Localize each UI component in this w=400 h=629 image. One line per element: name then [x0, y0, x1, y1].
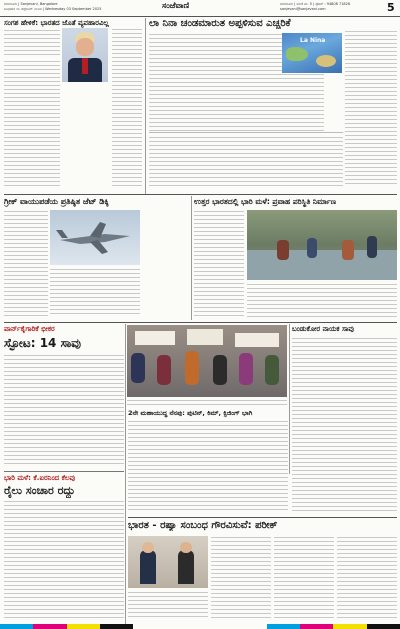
protest-caption [127, 399, 287, 407]
rain-body-col2 [247, 283, 397, 320]
masthead-left-sub: ಬುಧವಾರ ೦೩ ಸೆಪ್ಟೆಂಬರ್ ೨೦೨೫ | Wednesday 03 September 2025 [4, 7, 102, 11]
trump-headline: ಸಂಗಶ ಹೇಳಿಕೆ: ಭಾರತದ ಜೊತೆ ವ್ಯವಹಾರವಿಲ್ಲ [4, 19, 109, 27]
lanina-map-label: La Nina [300, 37, 326, 44]
jet-photo [50, 210, 140, 265]
railway-headline-1: ಭಾರಿ ಮಳೆ: ಕೆ.ಐರನಿಂದ ಕೆಲವು [4, 474, 76, 482]
bandu-body [292, 337, 397, 515]
defence-body-col2 [274, 536, 334, 622]
trump-body-col1 [4, 29, 60, 57]
masthead-left: ಬೆಂಗಳೂರು | Sanjevani, Bangalore [4, 2, 58, 6]
rain-body-col1 [194, 210, 244, 320]
series-headline: 2ನೇ ಮಹಾಯುದ್ಧ ನೆನಪು: ಪುಟಿನ್, ಕಿಮ್, ಕ್ಸಿಜಿಂಗ್ ಭಾಗಿ [128, 409, 253, 417]
defence-photo-caption [128, 591, 208, 622]
masthead-logo: ಸಂಜೆವಾಣಿ [162, 1, 190, 10]
series-body [128, 420, 288, 516]
blast-headline-2: ಸ್ಫೋಟ: 14 ಸಾವು [4, 336, 81, 350]
defence-photo [128, 536, 208, 588]
lanina-body-right [345, 30, 397, 190]
lanina-body-lower [149, 136, 343, 192]
railway-body [4, 500, 124, 622]
masthead [0, 0, 400, 17]
registration-strip [0, 624, 400, 629]
greek-body-col2 [50, 268, 140, 320]
blast-headline-1: ಪಾರ್ನ್‌ಕೈಗಾರಿಕೆ ಭೀಕರ [4, 325, 55, 333]
greek-body-col1 [4, 210, 48, 320]
lanina-headline: ಲಾ ನಿನಾ ಚಂಡಮಾರುತ ಅಪ್ಪಳಿಸುವ ಎಚ್ಚರಿಕೆ [149, 18, 291, 29]
jet-icon [50, 210, 140, 265]
rain-photo [247, 210, 397, 280]
page-number: 5 [387, 1, 395, 14]
trump-body-col3 [112, 28, 142, 190]
greek-headline: ಗ್ರೀಕ್ ವಾಯುಪಡೆಯ ಪ್ರತಿಷ್ಠಿತ ಜೆಟ್ ಡಿಕ್ಕಿ [4, 197, 109, 206]
lanina-map [282, 33, 342, 73]
trump-body-col2 [4, 60, 60, 190]
rain-headline: ಉತ್ತರ ಭಾರತದಲ್ಲಿ ಭಾರಿ ಮಳೆ: ಪ್ರವಾಹ ಪರಿಸ್ಥಿತಿ ನಿರ್ಮಾಣ [194, 197, 337, 206]
defence-headline: ಭಾರತ - ರಷ್ಯಾ ಸಂಬಂಧ ಗೌರವಿಸುವೆ: ಪರೀಕ್ [128, 520, 278, 531]
bandu-headline: ಬಂಡುಕೋರ ನಾಯಕ ಸಾವು [292, 325, 354, 333]
railway-headline-2: ರೈಲು ಸಂಚಾರ ರದ್ದು [4, 484, 76, 497]
defence-body-col3 [337, 536, 397, 622]
protest-photo [127, 325, 287, 397]
defence-body-col1 [211, 536, 271, 622]
trump-photo [62, 28, 108, 82]
masthead-right-sub: sanjevani@sanjevani.com [280, 7, 326, 11]
masthead-right: ಬೆಂಗಳೂರು | ಅಂಚೆ ನಂ. 5 | ಫೋನ್ : 94808 71826 [280, 2, 351, 6]
blast-body [4, 354, 124, 469]
